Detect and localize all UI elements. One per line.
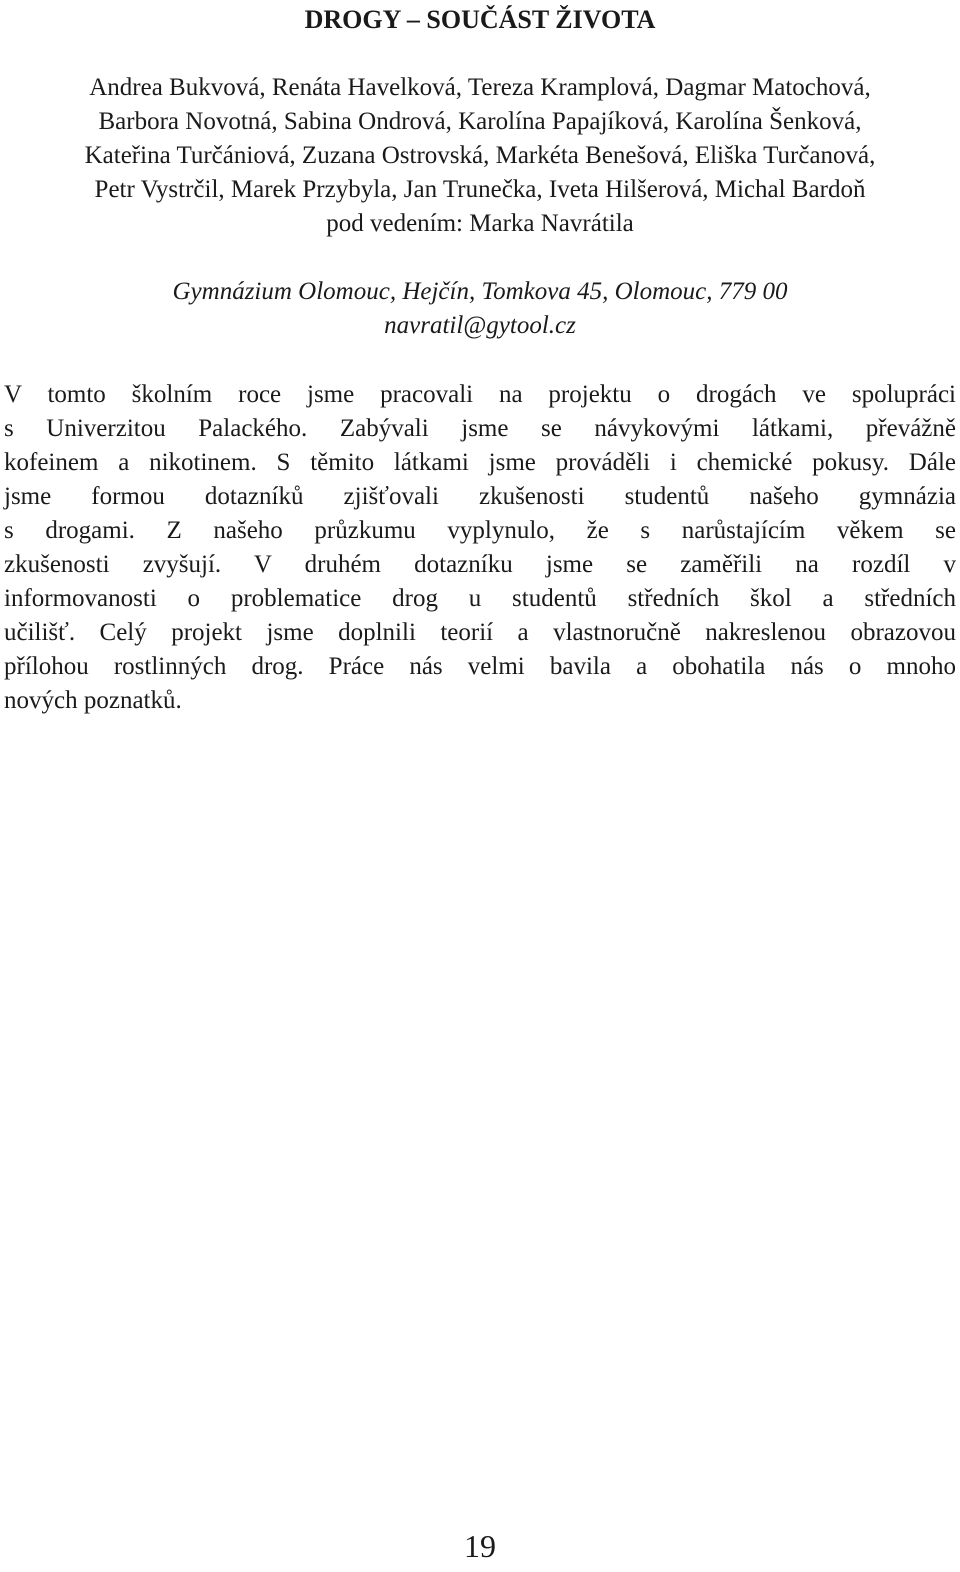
abstract-line: s Univerzitou Palackého. Zabývali jsme se návykovými látkami, převážně bbox=[4, 415, 956, 442]
abstract-line: informovanosti o problematice drog u studentů středních škol a středních bbox=[4, 585, 956, 612]
author-line: Petr Vystrčil, Marek Przybyla, Jan Trunečka, Iveta Hilšerová, Michal Bardoň bbox=[94, 176, 866, 203]
email: navratil@gytool.cz bbox=[384, 312, 576, 339]
abstract bbox=[4, 378, 956, 718]
author-line: Andrea Bukvová, Renáta Havelková, Tereza Kramplová, Dagmar Matochová, bbox=[89, 74, 871, 101]
document-title: DROGY – SOUČÁST ŽIVOTA bbox=[304, 5, 656, 34]
author-list bbox=[0, 71, 960, 241]
abstract-line: přílohou rostlinných drog. Práce nás velmi bavila a obohatila nás o mnoho bbox=[4, 653, 956, 680]
abstract-line: kofeinem a nikotinem. S těmito látkami jsme prováděli i chemické pokusy. Dále bbox=[4, 449, 956, 476]
author-line: Barbora Novotná, Sabina Ondrová, Karolína Papajíková, Karolína Šenková, bbox=[98, 108, 862, 135]
abstract-line: jsme formou dotazníků zjišťovali zkušenosti studentů našeho gymnázia bbox=[4, 483, 956, 510]
abstract-line: zkušenosti zvyšují. V druhém dotazníku jsme se zaměřili na rozdíl v bbox=[4, 551, 956, 578]
page-number: 19 bbox=[464, 1528, 496, 1564]
affiliation-block bbox=[0, 275, 960, 343]
author-line: Kateřina Turčániová, Zuzana Ostrovská, Markéta Benešová, Eliška Turčanová, bbox=[84, 142, 876, 169]
abstract-line: V tomto školním roce jsme pracovali na projektu o drogách ve spolupráci bbox=[4, 381, 956, 408]
abstract-line: s drogami. Z našeho průzkumu vyplynulo, že s narůstajícím věkem se bbox=[4, 517, 956, 544]
abstract-line: učilišť. Celý projekt jsme doplnili teorií a vlastnoručně nakreslenou obrazovou bbox=[4, 619, 956, 646]
supervisor-line: pod vedením: Marka Navrátila bbox=[326, 210, 634, 237]
abstract-line: nových poznatků. bbox=[4, 687, 182, 714]
affiliation: Gymnázium Olomouc, Hejčín, Tomkova 45, Olomouc, 779 00 bbox=[172, 278, 788, 305]
